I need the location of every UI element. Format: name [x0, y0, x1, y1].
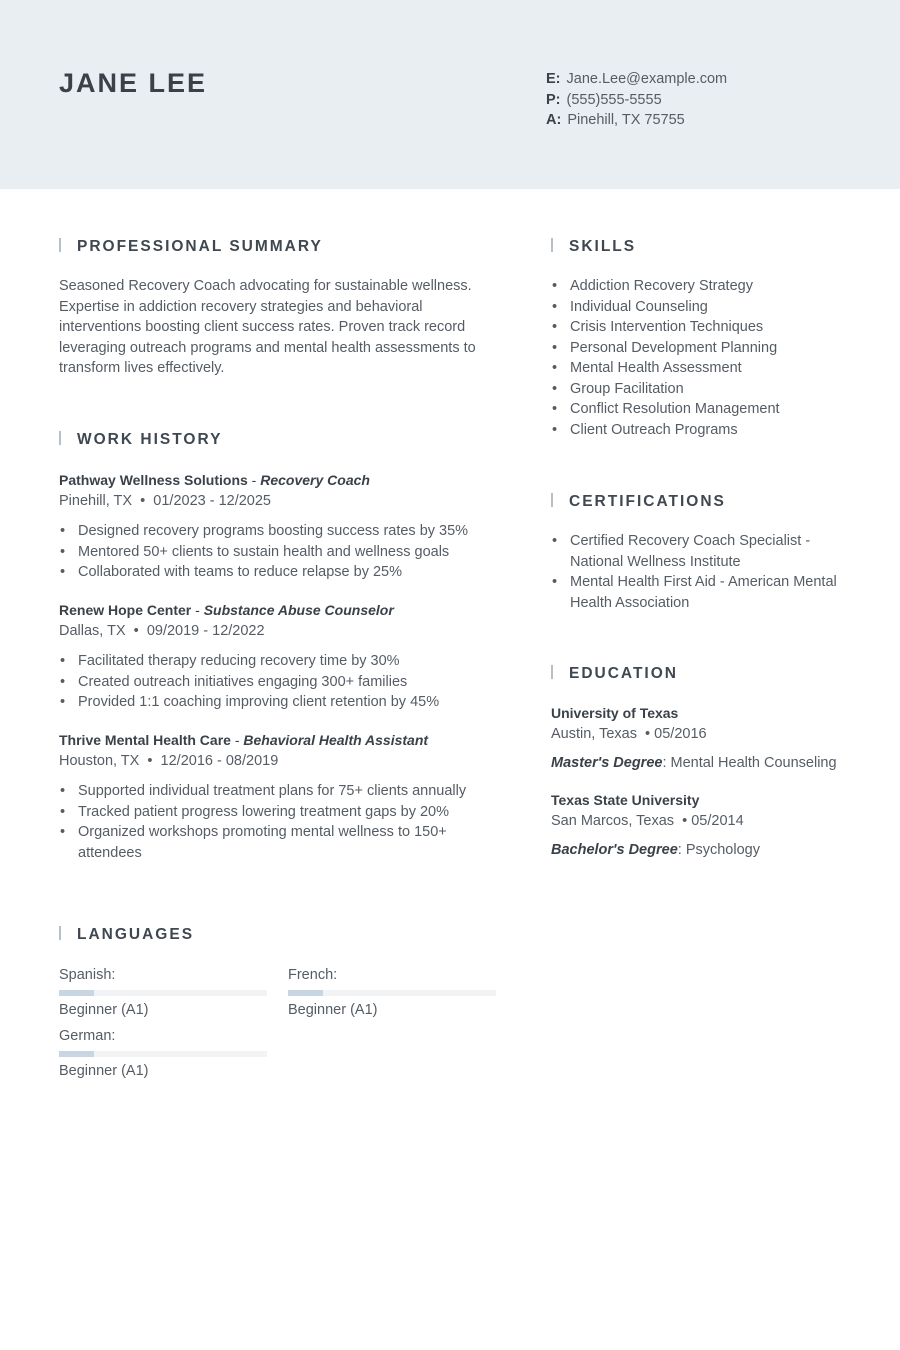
contact-phone-label: P:: [546, 91, 561, 108]
skills-heading-text: SKILLS: [569, 238, 637, 255]
section-divider: [551, 238, 553, 252]
summary-heading-text: PROFESSIONAL SUMMARY: [77, 238, 323, 255]
certifications-list: [551, 531, 851, 613]
job-location: Dallas, TX: [59, 622, 126, 639]
skill-item: • Mental Health Assessment: [551, 358, 851, 379]
language-entry: [59, 1026, 267, 1081]
job-role: Substance Abuse Counselor: [203, 602, 394, 618]
education-degree-type: Master's Degree: [551, 755, 663, 771]
languages-heading-text: LANGUAGES: [77, 926, 195, 943]
contact-info: [546, 69, 727, 131]
language-name: French:: [288, 967, 338, 983]
contact-email-value: Jane.Lee@example.com: [566, 71, 728, 87]
job-meta: Houston, TX • 12/2016 - 08/2019: [59, 752, 279, 769]
job-header: Thrive Mental Health Care - Behavioral Health Assistant: [59, 732, 429, 748]
resume-header: [0, 0, 900, 189]
job-entry: [59, 600, 489, 713]
job-role: Behavioral Health Assistant: [243, 732, 429, 748]
education-heading: [551, 665, 678, 683]
job-bullet: • Provided 1:1 coaching improving client retention by 45%: [59, 692, 489, 713]
job-bullet: • Tracked patient progress lowering treatment gaps by 20%: [59, 802, 479, 823]
certification-item: • Mental Health First Aid - American Mental Health Association: [551, 572, 851, 613]
language-proficiency-fill: [288, 990, 323, 996]
language-name: Spanish:: [59, 967, 116, 983]
languages-heading: [59, 926, 194, 944]
job-header: Pathway Wellness Solutions - Recovery Coach: [59, 472, 370, 488]
summary-heading: [59, 238, 323, 256]
language-proficiency-fill: [59, 1051, 94, 1057]
job-bullet: • Created outreach initiatives engaging 300+ families: [59, 672, 489, 693]
job-location: Pinehill, TX: [59, 492, 133, 509]
section-divider: [551, 493, 553, 507]
skills-heading: [551, 238, 636, 256]
section-divider: [551, 665, 553, 679]
summary-text: Seasoned Recovery Coach advocating for sustainable wellness. Expertise in addiction recovery strategies and behavioral interventions boosting client success rates. Proven track record leveraging outreach programs and mental health assessments to transform lives effectively.: [59, 278, 476, 376]
skill-item: • Addiction Recovery Strategy: [551, 276, 851, 297]
language-entry: [288, 965, 496, 1020]
section-divider: [59, 926, 61, 940]
skill-item: • Group Facilitation: [551, 379, 851, 400]
education-degree: [551, 840, 871, 861]
section-divider: [59, 431, 61, 445]
job-bullets: [59, 651, 489, 713]
contact-phone: [546, 90, 727, 111]
contact-address: [546, 110, 727, 131]
job-bullet: • Facilitated therapy reducing recovery time by 30%: [59, 651, 489, 672]
job-company: Thrive Mental Health Care: [59, 732, 231, 748]
job-dates: 01/2023 - 12/2025: [153, 492, 271, 509]
language-level: Beginner (A1): [288, 1002, 378, 1018]
skills-list: [551, 276, 851, 440]
language-name: German:: [59, 1028, 116, 1044]
skill-item: • Personal Development Planning: [551, 338, 851, 359]
language-proficiency-bar: [59, 1051, 267, 1057]
work-heading-text: WORK HISTORY: [77, 431, 223, 448]
job-bullet: • Collaborated with teams to reduce relapse by 25%: [59, 562, 489, 583]
section-divider: [59, 238, 61, 252]
language-proficiency-bar: [59, 990, 267, 996]
education-meta: Austin, Texas • 05/2016: [551, 725, 707, 742]
certification-item: • Certified Recovery Coach Specialist - National Wellness Institute: [551, 531, 851, 572]
contact-phone-value: (555)555-5555: [566, 91, 662, 108]
job-company: Renew Hope Center: [59, 602, 192, 618]
skill-item: • Client Outreach Programs: [551, 420, 851, 441]
education-meta: San Marcos, Texas • 05/2014: [551, 812, 744, 829]
job-bullet: • Designed recovery programs boosting success rates by 35%: [59, 521, 489, 542]
job-role: Recovery Coach: [260, 472, 370, 488]
contact-address-label: A:: [546, 112, 562, 128]
job-header: Renew Hope Center - Substance Abuse Counselor: [59, 602, 394, 618]
skill-item: • Conflict Resolution Management: [551, 399, 851, 420]
job-bullet: • Supported individual treatment plans for 75+ clients annually: [59, 781, 479, 802]
language-level: Beginner (A1): [59, 1063, 149, 1079]
education-school: University of Texas: [551, 705, 679, 721]
job-bullet: • Mentored 50+ clients to sustain health and wellness goals: [59, 542, 489, 563]
education-entry: [551, 703, 871, 774]
education-date: 05/2016: [654, 725, 707, 742]
education-field: : Psychology: [677, 842, 760, 858]
language-proficiency-fill: [59, 990, 94, 996]
education-field: : Mental Health Counseling: [662, 755, 837, 771]
job-bullet: • Organized workshops promoting mental wellness to 150+ attendees: [59, 822, 479, 863]
education-date: 05/2014: [691, 812, 744, 829]
education-school: Texas State University: [551, 792, 700, 808]
education-degree: [551, 753, 871, 774]
education-heading-text: EDUCATION: [569, 665, 678, 682]
education-degree-type: Bachelor's Degree: [551, 842, 678, 858]
language-level: Beginner (A1): [59, 1002, 149, 1018]
contact-email-label: E:: [546, 71, 561, 87]
job-location: Houston, TX: [59, 752, 140, 769]
education-location: San Marcos, Texas: [551, 812, 675, 829]
language-proficiency-bar: [288, 990, 496, 996]
job-entry: [59, 730, 489, 863]
certifications-heading: [551, 493, 726, 511]
job-dates: 12/2016 - 08/2019: [160, 752, 279, 769]
job-meta: Dallas, TX • 09/2019 - 12/2022: [59, 622, 265, 639]
certifications-heading-text: CERTIFICATIONS: [569, 493, 726, 510]
education-entry: [551, 790, 871, 861]
contact-email: [546, 69, 727, 90]
education-location: Austin, Texas: [551, 725, 637, 742]
candidate-name: JANE LEE: [59, 68, 208, 98]
job-dates: 09/2019 - 12/2022: [146, 622, 265, 639]
skill-item: • Individual Counseling: [551, 297, 851, 318]
job-company: Pathway Wellness Solutions: [59, 472, 248, 488]
job-bullets: [59, 521, 489, 583]
job-entry: [59, 470, 489, 583]
work-heading: [59, 431, 222, 449]
job-bullets: [59, 781, 479, 863]
language-entry: [59, 965, 267, 1020]
skill-item: • Crisis Intervention Techniques: [551, 317, 851, 338]
contact-address-value: Pinehill, TX 75755: [567, 112, 685, 128]
job-meta: Pinehill, TX • 01/2023 - 12/2025: [59, 492, 271, 509]
